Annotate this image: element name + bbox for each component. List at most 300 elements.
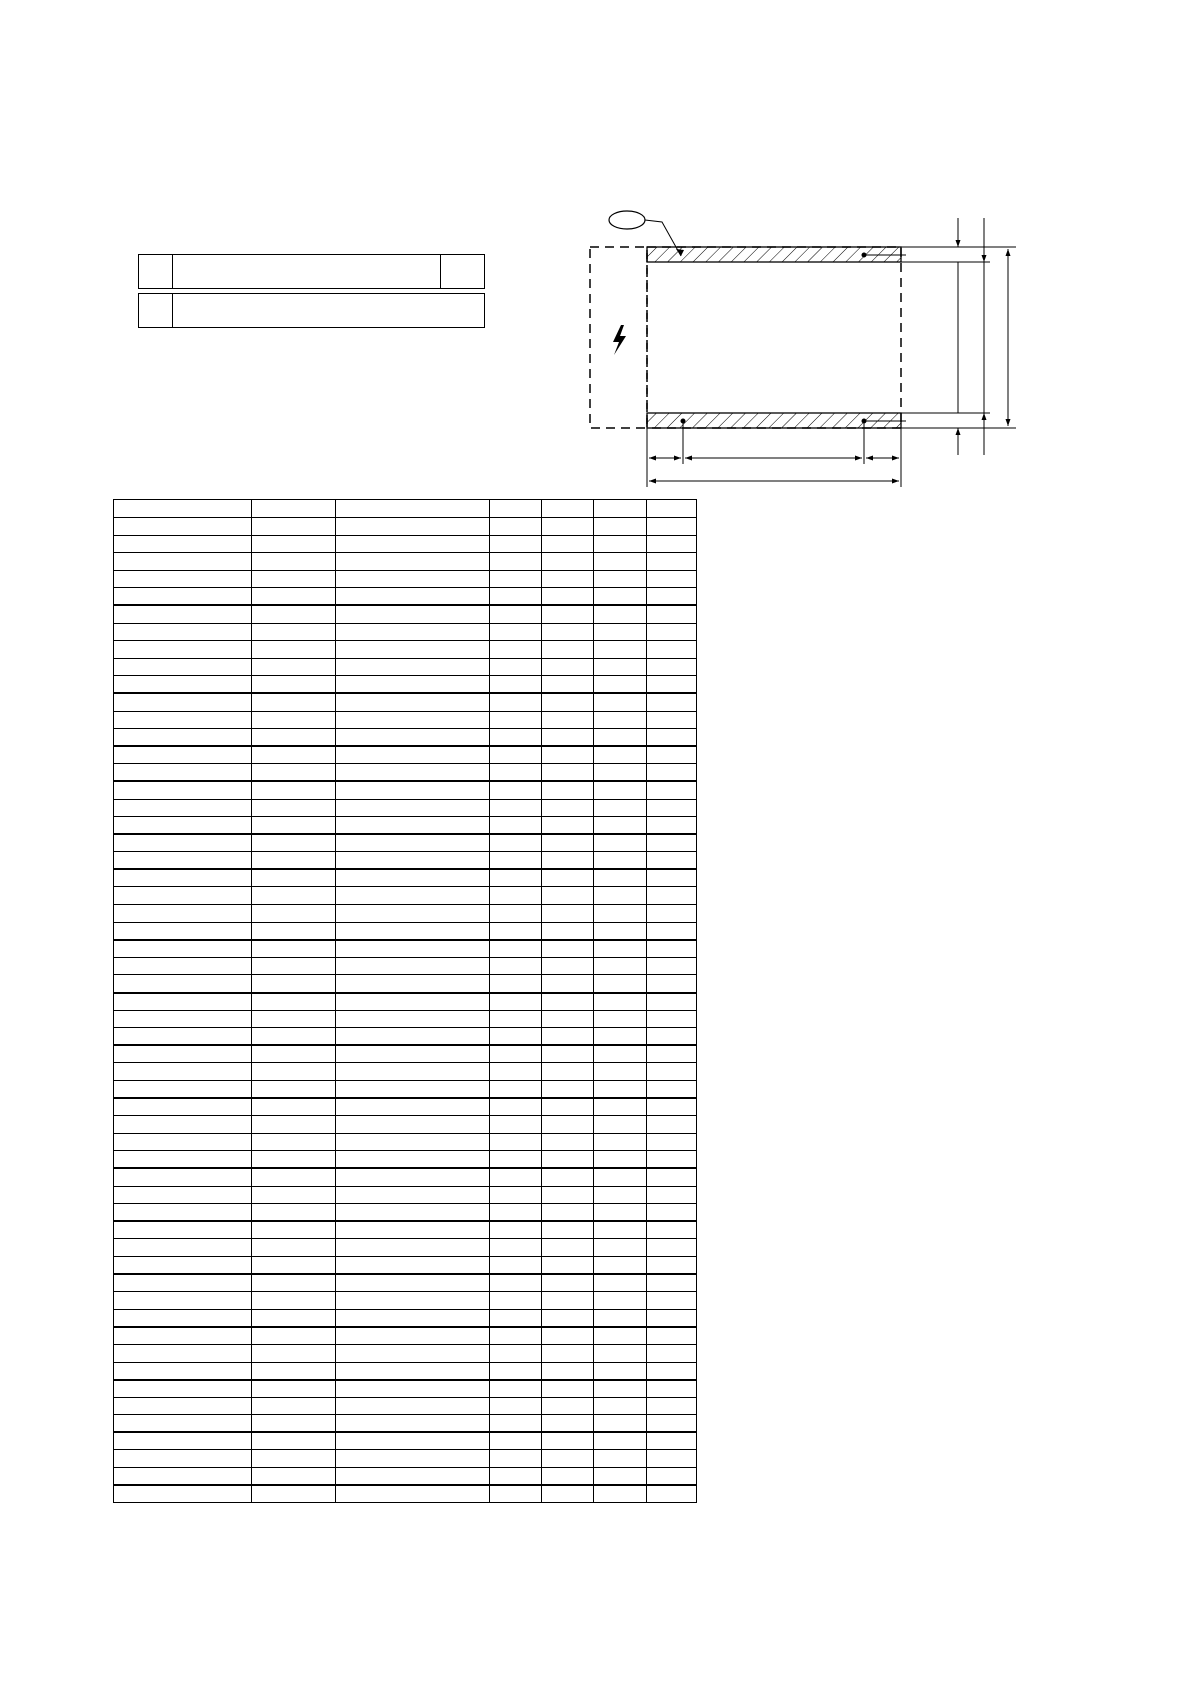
table-cell	[336, 711, 490, 729]
table-cell	[252, 676, 336, 694]
table-row	[114, 1256, 697, 1274]
table-cell	[114, 957, 252, 975]
table-row	[114, 1327, 697, 1345]
table-cell	[594, 1081, 647, 1099]
table-cell	[336, 1186, 490, 1204]
table-cell	[594, 553, 647, 571]
table-cell	[252, 1010, 336, 1028]
table-cell	[114, 553, 252, 571]
table-cell	[336, 817, 490, 835]
table-cell	[594, 1292, 647, 1310]
table-cell	[594, 1415, 647, 1433]
table-cell	[542, 905, 594, 923]
table-cell	[336, 746, 490, 764]
table-cell	[594, 993, 647, 1011]
table-row	[114, 746, 697, 764]
table-cell	[594, 746, 647, 764]
table-cell	[490, 922, 542, 940]
table-cell	[490, 693, 542, 711]
table-cell	[542, 1063, 594, 1081]
table-cell	[490, 887, 542, 905]
table-cell	[542, 1256, 594, 1274]
table-cell	[114, 1468, 252, 1486]
table-header-cell	[336, 500, 490, 518]
table-cell	[252, 1028, 336, 1046]
table-cell	[647, 781, 697, 799]
lightning-bolt-icon	[613, 325, 626, 355]
table-cell	[252, 1098, 336, 1116]
table-cell	[647, 922, 697, 940]
table-cell	[114, 1292, 252, 1310]
table-cell	[542, 1186, 594, 1204]
table-cell	[336, 1098, 490, 1116]
table-cell	[114, 1397, 252, 1415]
table-cell	[647, 1063, 697, 1081]
table-cell	[252, 1432, 336, 1450]
table-row	[114, 605, 697, 623]
table-cell	[594, 623, 647, 641]
table-header-cell	[542, 500, 594, 518]
table-cell	[490, 940, 542, 958]
table-cell	[490, 1380, 542, 1398]
table-cell	[490, 1168, 542, 1186]
table-cell	[594, 922, 647, 940]
table-cell	[252, 570, 336, 588]
table-cell	[594, 1133, 647, 1151]
table-cell	[594, 570, 647, 588]
table-cell	[542, 1081, 594, 1099]
table-cell	[114, 623, 252, 641]
table-cell	[490, 1327, 542, 1345]
table-cell	[647, 1397, 697, 1415]
table-cell	[490, 817, 542, 835]
table-cell	[490, 1186, 542, 1204]
table-cell	[252, 799, 336, 817]
table-cell	[114, 746, 252, 764]
table-cell	[336, 799, 490, 817]
table-cell	[336, 975, 490, 993]
table-cell	[542, 764, 594, 782]
table-cell	[490, 729, 542, 747]
table-cell	[490, 605, 542, 623]
table-cell	[114, 711, 252, 729]
table-cell	[336, 781, 490, 799]
table-cell	[114, 1116, 252, 1134]
table-cell	[542, 1397, 594, 1415]
table-cell	[490, 553, 542, 571]
table-row	[114, 764, 697, 782]
table-cell	[647, 729, 697, 747]
table-cell	[647, 852, 697, 870]
table-cell	[252, 1151, 336, 1169]
table-cell	[336, 1485, 490, 1503]
table-cell	[114, 1432, 252, 1450]
table-header-cell	[490, 500, 542, 518]
table-cell	[336, 1450, 490, 1468]
table-cell	[490, 1450, 542, 1468]
table-cell	[114, 1098, 252, 1116]
table-cell	[647, 975, 697, 993]
spec-table	[113, 499, 697, 1503]
callout-bubble	[609, 211, 645, 229]
table-cell	[490, 1239, 542, 1257]
table-cell	[594, 1309, 647, 1327]
table-cell	[542, 1116, 594, 1134]
table-cell	[542, 1450, 594, 1468]
table-cell	[336, 1045, 490, 1063]
table-cell	[336, 1133, 490, 1151]
table-cell	[542, 957, 594, 975]
table-cell	[594, 605, 647, 623]
table-cell	[647, 1028, 697, 1046]
table-cell	[114, 1239, 252, 1257]
table-cell	[594, 781, 647, 799]
table-cell	[252, 746, 336, 764]
table-row	[114, 781, 697, 799]
table-cell	[252, 1256, 336, 1274]
table-cell	[594, 1362, 647, 1380]
table-row	[114, 817, 697, 835]
table-cell	[647, 1309, 697, 1327]
table-cell	[114, 641, 252, 659]
table-cell	[114, 1081, 252, 1099]
table-cell	[336, 887, 490, 905]
table-cell	[542, 1221, 594, 1239]
table-cell	[542, 781, 594, 799]
table-cell	[490, 588, 542, 606]
table-row	[114, 834, 697, 852]
table-cell	[252, 922, 336, 940]
table-cell	[490, 1309, 542, 1327]
table-cell	[252, 553, 336, 571]
table-cell	[252, 1116, 336, 1134]
table-row	[114, 1186, 697, 1204]
table-cell	[490, 746, 542, 764]
table-cell	[542, 1045, 594, 1063]
table-cell	[336, 693, 490, 711]
table-row	[114, 1450, 697, 1468]
table-cell	[114, 1168, 252, 1186]
table-row	[114, 553, 697, 571]
table-cell	[594, 799, 647, 817]
table-cell	[252, 1468, 336, 1486]
table-cell	[594, 764, 647, 782]
table-header-row	[114, 500, 697, 518]
table-cell	[490, 1432, 542, 1450]
table-cell	[336, 1327, 490, 1345]
table-cell	[594, 729, 647, 747]
table-cell	[114, 1380, 252, 1398]
table-cell	[252, 729, 336, 747]
table-cell	[336, 1397, 490, 1415]
table-cell	[647, 1432, 697, 1450]
table-cell	[542, 1028, 594, 1046]
table-cell	[490, 535, 542, 553]
table-cell	[490, 1485, 542, 1503]
table-cell	[542, 799, 594, 817]
table-cell	[594, 1485, 647, 1503]
table-cell	[594, 1028, 647, 1046]
table-cell	[647, 869, 697, 887]
table-cell	[252, 1309, 336, 1327]
table-cell	[114, 535, 252, 553]
table-cell	[490, 1344, 542, 1362]
table-cell	[647, 1168, 697, 1186]
table-row	[114, 905, 697, 923]
table-cell	[252, 1450, 336, 1468]
table-cell	[336, 1432, 490, 1450]
table-row	[114, 1168, 697, 1186]
table-cell	[594, 1045, 647, 1063]
table-cell	[114, 1186, 252, 1204]
table-cell	[542, 940, 594, 958]
table-cell	[647, 834, 697, 852]
dimension-lines-vertical	[958, 218, 1008, 455]
table-cell	[490, 1063, 542, 1081]
table-cell	[336, 676, 490, 694]
table-cell	[542, 1309, 594, 1327]
table-cell	[647, 887, 697, 905]
table-cell	[647, 1274, 697, 1292]
table-cell	[114, 940, 252, 958]
table-cell	[542, 605, 594, 623]
table-cell	[594, 535, 647, 553]
table-cell	[252, 1063, 336, 1081]
table-row	[114, 1028, 697, 1046]
table-cell	[490, 658, 542, 676]
table-cell	[336, 940, 490, 958]
table-row	[114, 1221, 697, 1239]
table-row	[114, 1116, 697, 1134]
table-row	[114, 1045, 697, 1063]
table-body	[114, 518, 697, 1503]
table-cell	[594, 817, 647, 835]
table-cell	[490, 834, 542, 852]
table-cell	[336, 993, 490, 1011]
table-cell	[542, 711, 594, 729]
table-cell	[252, 1081, 336, 1099]
table-cell	[252, 905, 336, 923]
table-cell	[252, 1397, 336, 1415]
table-cell	[647, 693, 697, 711]
table-row	[114, 570, 697, 588]
table-cell	[647, 623, 697, 641]
table-cell	[114, 1204, 252, 1222]
table-cell	[114, 799, 252, 817]
table-cell	[114, 834, 252, 852]
table-cell	[336, 1063, 490, 1081]
table-cell	[252, 693, 336, 711]
table-cell	[114, 1450, 252, 1468]
table-cell	[647, 1239, 697, 1257]
table-cell	[336, 1081, 490, 1099]
table-row	[114, 1468, 697, 1486]
table-cell	[114, 1151, 252, 1169]
table-row	[114, 658, 697, 676]
table-cell	[336, 623, 490, 641]
table-cell	[252, 518, 336, 536]
table-cell	[336, 605, 490, 623]
table-cell	[252, 887, 336, 905]
table-cell	[252, 993, 336, 1011]
table-cell	[542, 834, 594, 852]
table-cell	[647, 1151, 697, 1169]
table-cell	[336, 1292, 490, 1310]
table-cell	[647, 1327, 697, 1345]
table-cell	[252, 1362, 336, 1380]
table-cell	[114, 887, 252, 905]
table-cell	[336, 1221, 490, 1239]
table-cell	[490, 975, 542, 993]
table-cell	[114, 1221, 252, 1239]
table-cell	[114, 905, 252, 923]
table-cell	[647, 605, 697, 623]
table-cell	[336, 764, 490, 782]
table-cell	[542, 1133, 594, 1151]
table-cell	[114, 1010, 252, 1028]
table-cell	[594, 1432, 647, 1450]
table-cell	[490, 993, 542, 1011]
table-header-cell	[252, 500, 336, 518]
table-cell	[252, 1327, 336, 1345]
table-row	[114, 1397, 697, 1415]
table-cell	[647, 1186, 697, 1204]
table-cell	[114, 764, 252, 782]
table-row	[114, 535, 697, 553]
table-cell	[336, 1380, 490, 1398]
table-cell	[336, 922, 490, 940]
table-cell	[114, 570, 252, 588]
table-cell	[490, 1468, 542, 1486]
table-cell	[647, 1344, 697, 1362]
table-cell	[542, 518, 594, 536]
table-row	[114, 623, 697, 641]
table-cell	[542, 570, 594, 588]
table-cell	[490, 1274, 542, 1292]
table-cell	[647, 1415, 697, 1433]
table-row	[114, 1485, 697, 1503]
table-cell	[490, 1098, 542, 1116]
table-cell	[542, 869, 594, 887]
table-cell	[542, 746, 594, 764]
table-cell	[336, 1028, 490, 1046]
table-cell	[490, 1045, 542, 1063]
table-cell	[647, 1221, 697, 1239]
table-cell	[647, 1362, 697, 1380]
table-cell	[594, 588, 647, 606]
table-cell	[252, 623, 336, 641]
table-row	[114, 693, 697, 711]
table-cell	[336, 729, 490, 747]
table-cell	[114, 993, 252, 1011]
extension-lines-bottom	[647, 423, 901, 487]
table-row	[114, 1133, 697, 1151]
table-cell	[336, 1239, 490, 1257]
table-cell	[542, 658, 594, 676]
table-row	[114, 1239, 697, 1257]
table-cell	[114, 817, 252, 835]
table-cell	[490, 1362, 542, 1380]
table-row	[114, 1380, 697, 1398]
table-cell	[490, 1204, 542, 1222]
table-cell	[252, 1239, 336, 1257]
table-cell	[490, 1415, 542, 1433]
table-cell	[336, 1274, 490, 1292]
table-cell	[114, 1344, 252, 1362]
table-cell	[114, 588, 252, 606]
table-cell	[594, 1397, 647, 1415]
table-row	[114, 852, 697, 870]
table-cell	[594, 1151, 647, 1169]
table-cell	[336, 570, 490, 588]
table-cell	[114, 1309, 252, 1327]
table-cell	[252, 975, 336, 993]
table-cell	[336, 518, 490, 536]
table-row	[114, 799, 697, 817]
table-header-cell	[114, 500, 252, 518]
table-cell	[594, 975, 647, 993]
table-cell	[490, 764, 542, 782]
table-cell	[594, 1221, 647, 1239]
table-cell	[336, 1204, 490, 1222]
table-cell	[336, 588, 490, 606]
table-cell	[252, 852, 336, 870]
table-cell	[647, 746, 697, 764]
table-row	[114, 1204, 697, 1222]
table-cell	[594, 1186, 647, 1204]
table-cell	[336, 1468, 490, 1486]
table-cell	[252, 764, 336, 782]
table-row	[114, 887, 697, 905]
table-cell	[336, 641, 490, 659]
table-cell	[336, 1309, 490, 1327]
table-cell	[490, 1221, 542, 1239]
table-cell	[594, 1256, 647, 1274]
table-cell	[542, 693, 594, 711]
table-cell	[252, 711, 336, 729]
table-cell	[594, 1450, 647, 1468]
table-cell	[252, 1344, 336, 1362]
table-cell	[647, 1380, 697, 1398]
table-cell	[252, 869, 336, 887]
table-cell	[647, 1292, 697, 1310]
table-cell	[594, 658, 647, 676]
table-cell	[594, 518, 647, 536]
table-cell	[542, 1415, 594, 1433]
table-cell	[252, 1204, 336, 1222]
table-cell	[114, 1045, 252, 1063]
table-cell	[542, 1098, 594, 1116]
table-row	[114, 1098, 697, 1116]
table-cell	[336, 1116, 490, 1134]
table-cell	[490, 676, 542, 694]
table-cell	[490, 1133, 542, 1151]
table-cell	[594, 1274, 647, 1292]
table-cell	[594, 1098, 647, 1116]
technical-drawing	[0, 0, 1190, 500]
table-cell	[647, 641, 697, 659]
table-cell	[114, 1485, 252, 1503]
table-row	[114, 975, 697, 993]
table-cell	[542, 1485, 594, 1503]
table-cell	[336, 957, 490, 975]
table-cell	[252, 1133, 336, 1151]
table-cell	[542, 1151, 594, 1169]
table-row	[114, 1309, 697, 1327]
table-cell	[252, 641, 336, 659]
table-cell	[336, 658, 490, 676]
table-cell	[114, 922, 252, 940]
